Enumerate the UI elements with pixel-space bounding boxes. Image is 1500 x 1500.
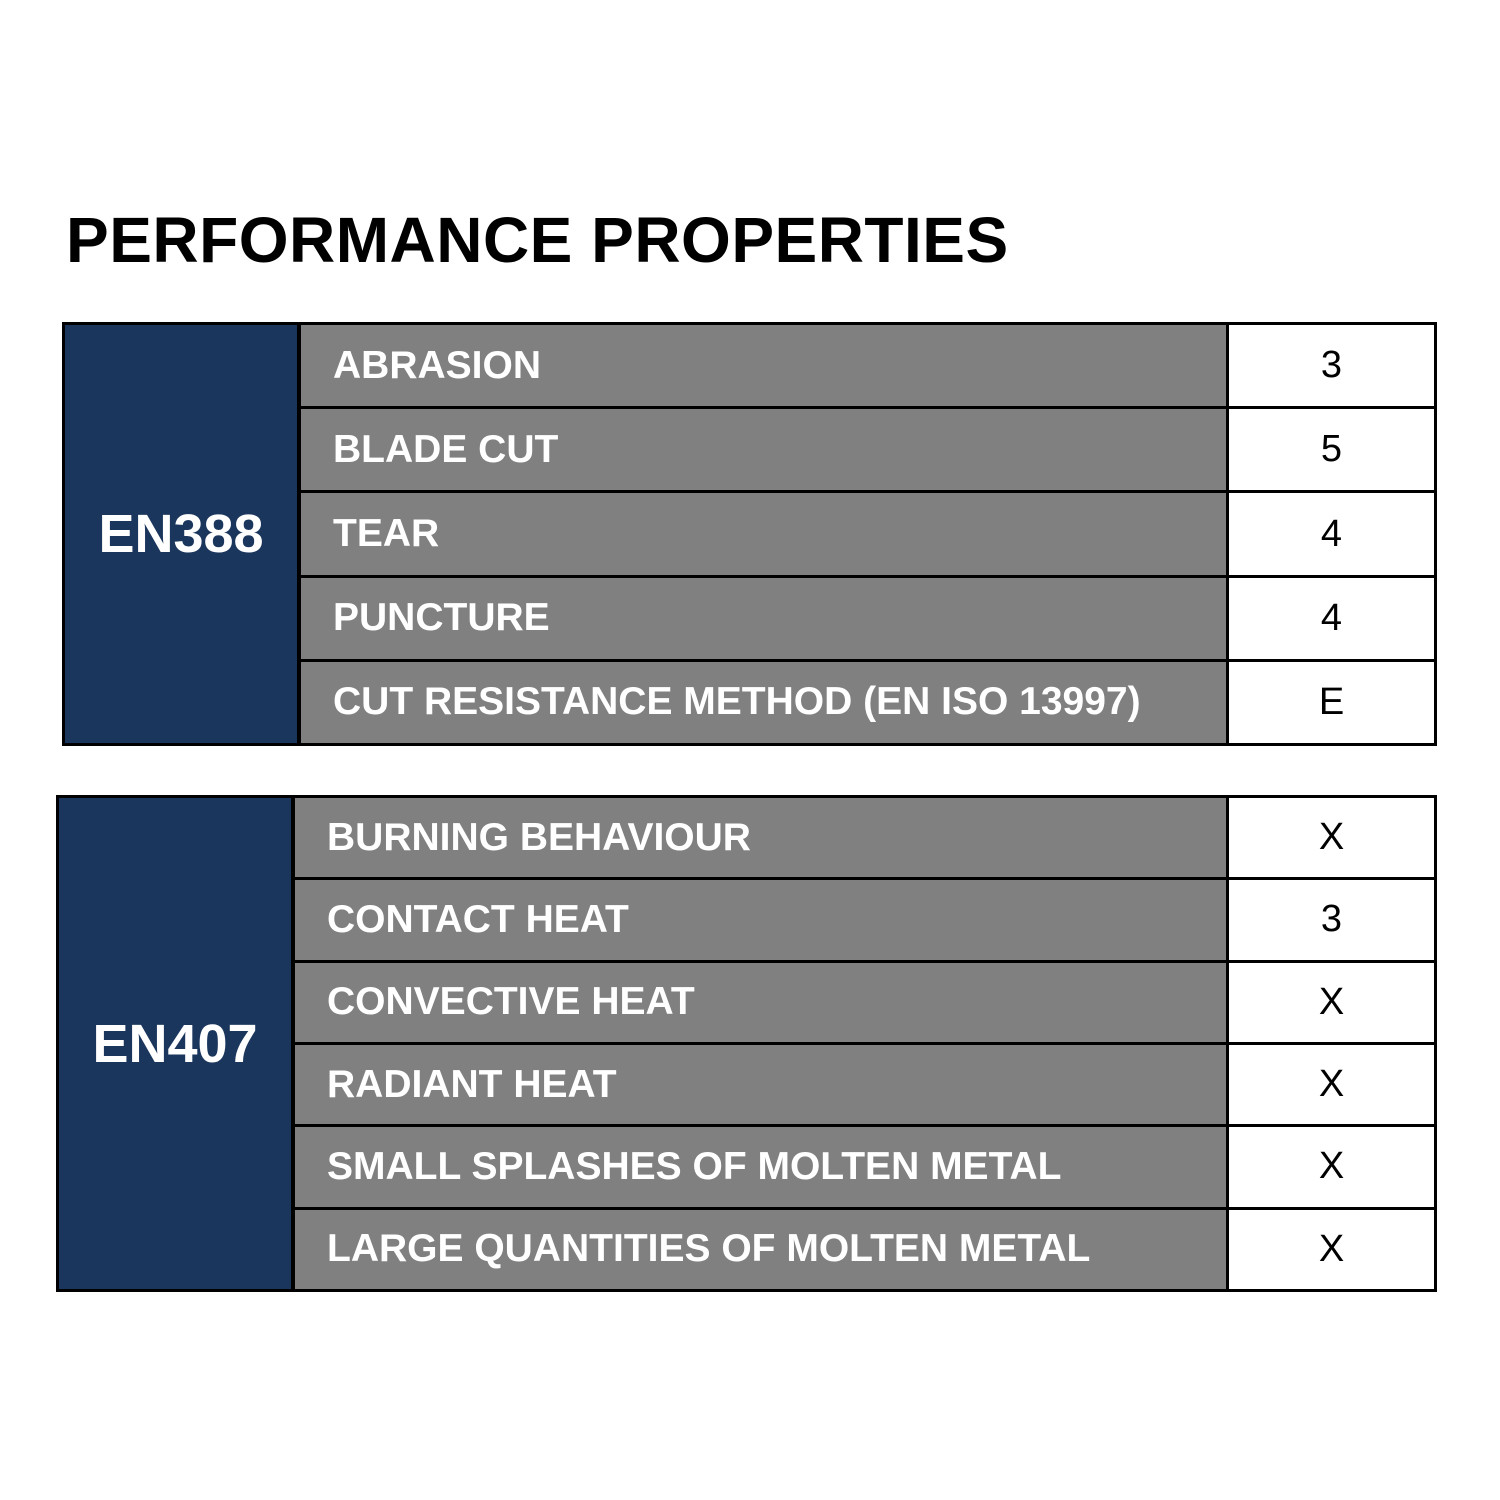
standard-label: EN388: [65, 325, 301, 743]
property-label: CONTACT HEAT: [295, 880, 1229, 959]
table-row: [301, 575, 1434, 659]
property-label: PUNCTURE: [301, 578, 1229, 659]
table-row: [301, 325, 1434, 406]
table-row: [295, 877, 1434, 959]
table-row: [301, 406, 1434, 490]
en407-table: [56, 795, 1437, 1292]
page-title: PERFORMANCE PROPERTIES: [66, 204, 1009, 276]
property-value: 4: [1229, 578, 1434, 659]
table-row: [295, 1124, 1434, 1206]
property-value: 3: [1229, 325, 1434, 406]
table-row: [295, 960, 1434, 1042]
property-value: E: [1229, 662, 1434, 743]
property-value: 5: [1229, 409, 1434, 490]
property-value: 3: [1229, 880, 1434, 959]
property-label: LARGE QUANTITIES OF MOLTEN METAL: [295, 1210, 1229, 1289]
property-label: TEAR: [301, 493, 1229, 574]
property-value: 4: [1229, 493, 1434, 574]
table-row: [301, 659, 1434, 743]
standard-label: EN407: [59, 798, 295, 1289]
property-value: X: [1229, 963, 1434, 1042]
table-row: [295, 1207, 1434, 1289]
table-row: [295, 798, 1434, 877]
property-label: CONVECTIVE HEAT: [295, 963, 1229, 1042]
table-row: [301, 490, 1434, 574]
property-rows: [301, 325, 1434, 743]
property-value: X: [1229, 1210, 1434, 1289]
property-label: BURNING BEHAVIOUR: [295, 798, 1229, 877]
property-value: X: [1229, 798, 1434, 877]
property-label: ABRASION: [301, 325, 1229, 406]
property-value: X: [1229, 1127, 1434, 1206]
en388-table: [62, 322, 1437, 746]
property-label: CUT RESISTANCE METHOD (EN ISO 13997): [301, 662, 1229, 743]
property-label: SMALL SPLASHES OF MOLTEN METAL: [295, 1127, 1229, 1206]
property-rows: [295, 798, 1434, 1289]
property-label: BLADE CUT: [301, 409, 1229, 490]
table-row: [295, 1042, 1434, 1124]
property-value: X: [1229, 1045, 1434, 1124]
property-label: RADIANT HEAT: [295, 1045, 1229, 1124]
